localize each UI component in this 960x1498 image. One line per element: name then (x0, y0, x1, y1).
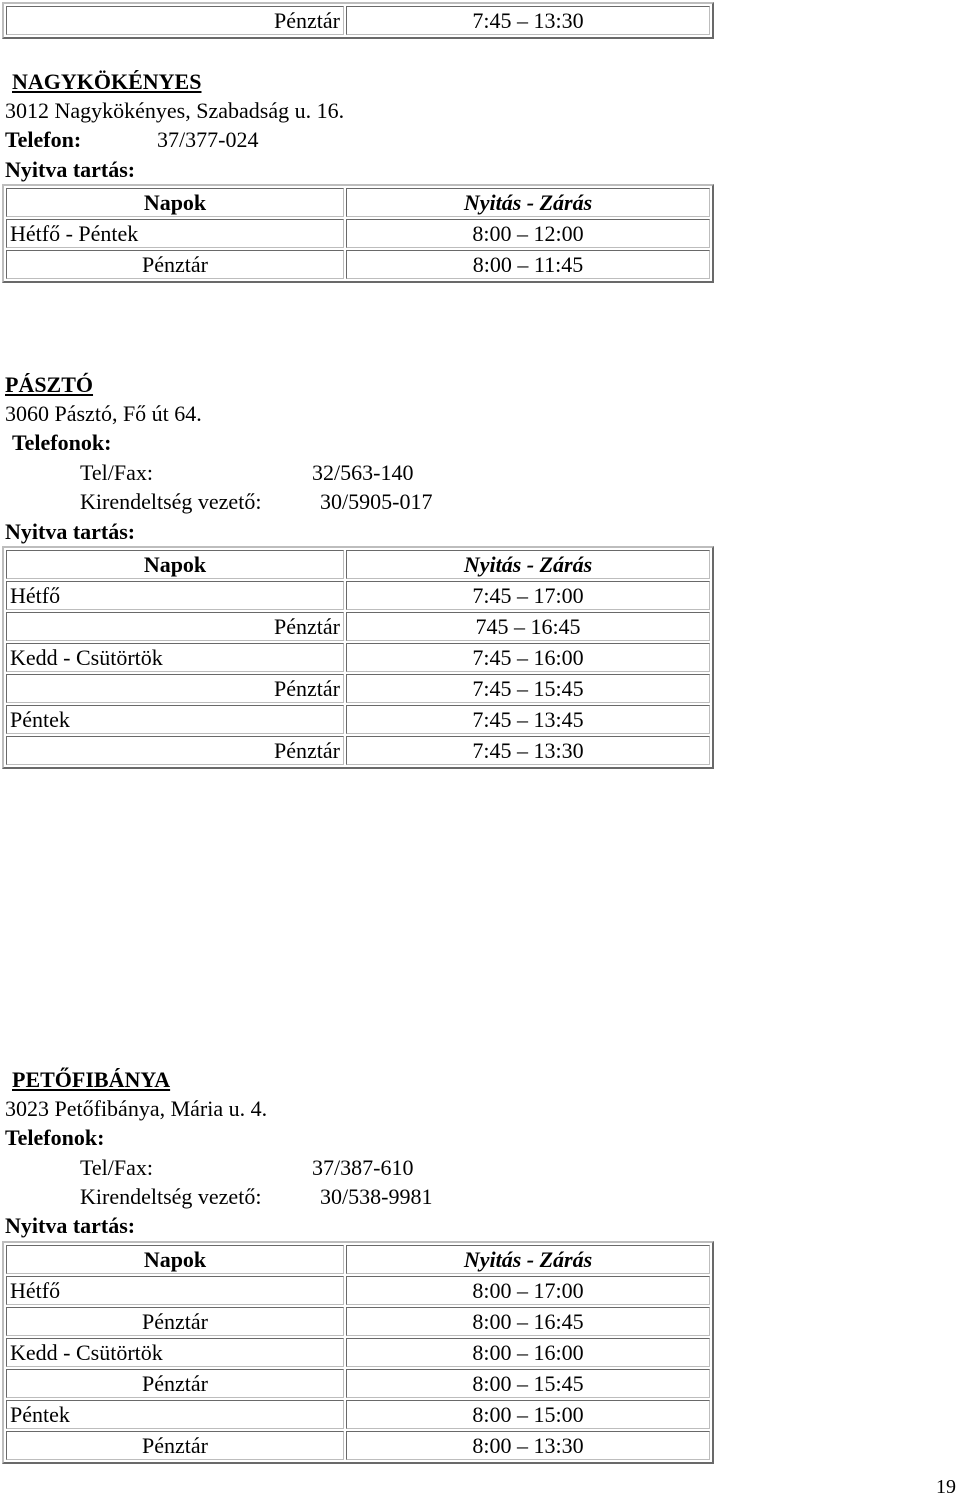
time-cell: 7:45 – 17:00 (346, 581, 710, 610)
header-times: Nyitás - Zárás (346, 550, 710, 579)
table-row (6, 1369, 710, 1398)
phones-label: Telefonok: (12, 430, 112, 455)
manager-value: 30/538-9981 (320, 1184, 433, 1209)
phones-label: Telefonok: (5, 1125, 105, 1150)
day-cell: Pénztár (6, 612, 344, 641)
table-row (6, 581, 710, 610)
manager-label: Kirendeltség vezető: (80, 489, 262, 514)
address: 3012 Nagykökényes, Szabadság u. 16. (5, 98, 345, 123)
day-cell: Pénztár (6, 1431, 344, 1460)
time-cell: 7:45 – 15:45 (346, 674, 710, 703)
phone-label: Telefon: (5, 127, 82, 152)
hours-table-petofibanya (2, 1241, 714, 1464)
office-title-paszto: PÁSZTÓ (5, 372, 94, 397)
table-header-row (6, 1245, 710, 1274)
table-row (6, 705, 710, 734)
address: 3060 Pásztó, Fő út 64. (5, 401, 202, 426)
time-cell: 7:45 – 16:00 (346, 643, 710, 672)
table-row (6, 219, 710, 248)
table-row (6, 1338, 710, 1367)
time-cell: 8:00 – 15:45 (346, 1369, 710, 1398)
table-row (6, 1431, 710, 1460)
day-cell: Péntek (6, 705, 344, 734)
time-cell: 745 – 16:45 (346, 612, 710, 641)
header-days: Napok (6, 188, 344, 217)
header-days: Napok (6, 1245, 344, 1274)
telfax-label: Tel/Fax: (80, 1155, 154, 1180)
day-cell: Kedd - Csütörtök (6, 1338, 344, 1367)
table-row (6, 1276, 710, 1305)
table-row (6, 643, 710, 672)
time-cell: 8:00 – 17:00 (346, 1276, 710, 1305)
table-row (6, 6, 710, 35)
table-row (6, 1400, 710, 1429)
table-row (6, 1307, 710, 1336)
time-cell: 8:00 – 15:00 (346, 1400, 710, 1429)
table-row (6, 736, 710, 765)
office-title-nagykokenyes: NAGYKÖKÉNYES (12, 69, 202, 94)
table-header-row (6, 550, 710, 579)
hours-label: Nyitva tartás: (5, 157, 136, 182)
header-days: Napok (6, 550, 344, 579)
top-fragment-hours-table (2, 2, 714, 39)
day-cell: Pénztár (6, 6, 344, 35)
time-cell: 8:00 – 16:45 (346, 1307, 710, 1336)
day-cell: Pénztár (6, 674, 344, 703)
table-row (6, 674, 710, 703)
day-cell: Pénztár (6, 1307, 344, 1336)
table-row (6, 250, 710, 279)
day-cell: Pénztár (6, 736, 344, 765)
manager-label: Kirendeltség vezető: (80, 1184, 262, 1209)
telfax-label: Tel/Fax: (80, 460, 154, 485)
day-cell: Kedd - Csütörtök (6, 643, 344, 672)
hours-label: Nyitva tartás: (5, 519, 136, 544)
address: 3023 Petőfibánya, Mária u. 4. (5, 1096, 268, 1121)
phone-value: 37/377-024 (157, 127, 259, 152)
time-cell: 7:45 – 13:30 (346, 736, 710, 765)
table-row (6, 612, 710, 641)
table-header-row (6, 188, 710, 217)
time-cell: 8:00 – 12:00 (346, 219, 710, 248)
time-cell: 7:45 – 13:30 (346, 6, 710, 35)
time-cell: 7:45 – 13:45 (346, 705, 710, 734)
day-cell: Péntek (6, 1400, 344, 1429)
day-cell: Pénztár (6, 250, 344, 279)
day-cell: Hétfő (6, 581, 344, 610)
header-times: Nyitás - Zárás (346, 1245, 710, 1274)
telfax-value: 37/387-610 (312, 1155, 414, 1180)
hours-table-paszto (2, 546, 714, 769)
hours-table-nagykokenyes (2, 184, 714, 283)
hours-label: Nyitva tartás: (5, 1213, 136, 1238)
day-cell: Pénztár (6, 1369, 344, 1398)
day-cell: Hétfő - Péntek (6, 219, 344, 248)
time-cell: 8:00 – 16:00 (346, 1338, 710, 1367)
telfax-value: 32/563-140 (312, 460, 414, 485)
time-cell: 8:00 – 13:30 (346, 1431, 710, 1460)
day-cell: Hétfő (6, 1276, 344, 1305)
manager-value: 30/5905-017 (320, 489, 433, 514)
page-number: 19 (936, 1476, 956, 1498)
time-cell: 8:00 – 11:45 (346, 250, 710, 279)
office-title-petofibanya: PETŐFIBÁNYA (12, 1067, 171, 1092)
header-times: Nyitás - Zárás (346, 188, 710, 217)
